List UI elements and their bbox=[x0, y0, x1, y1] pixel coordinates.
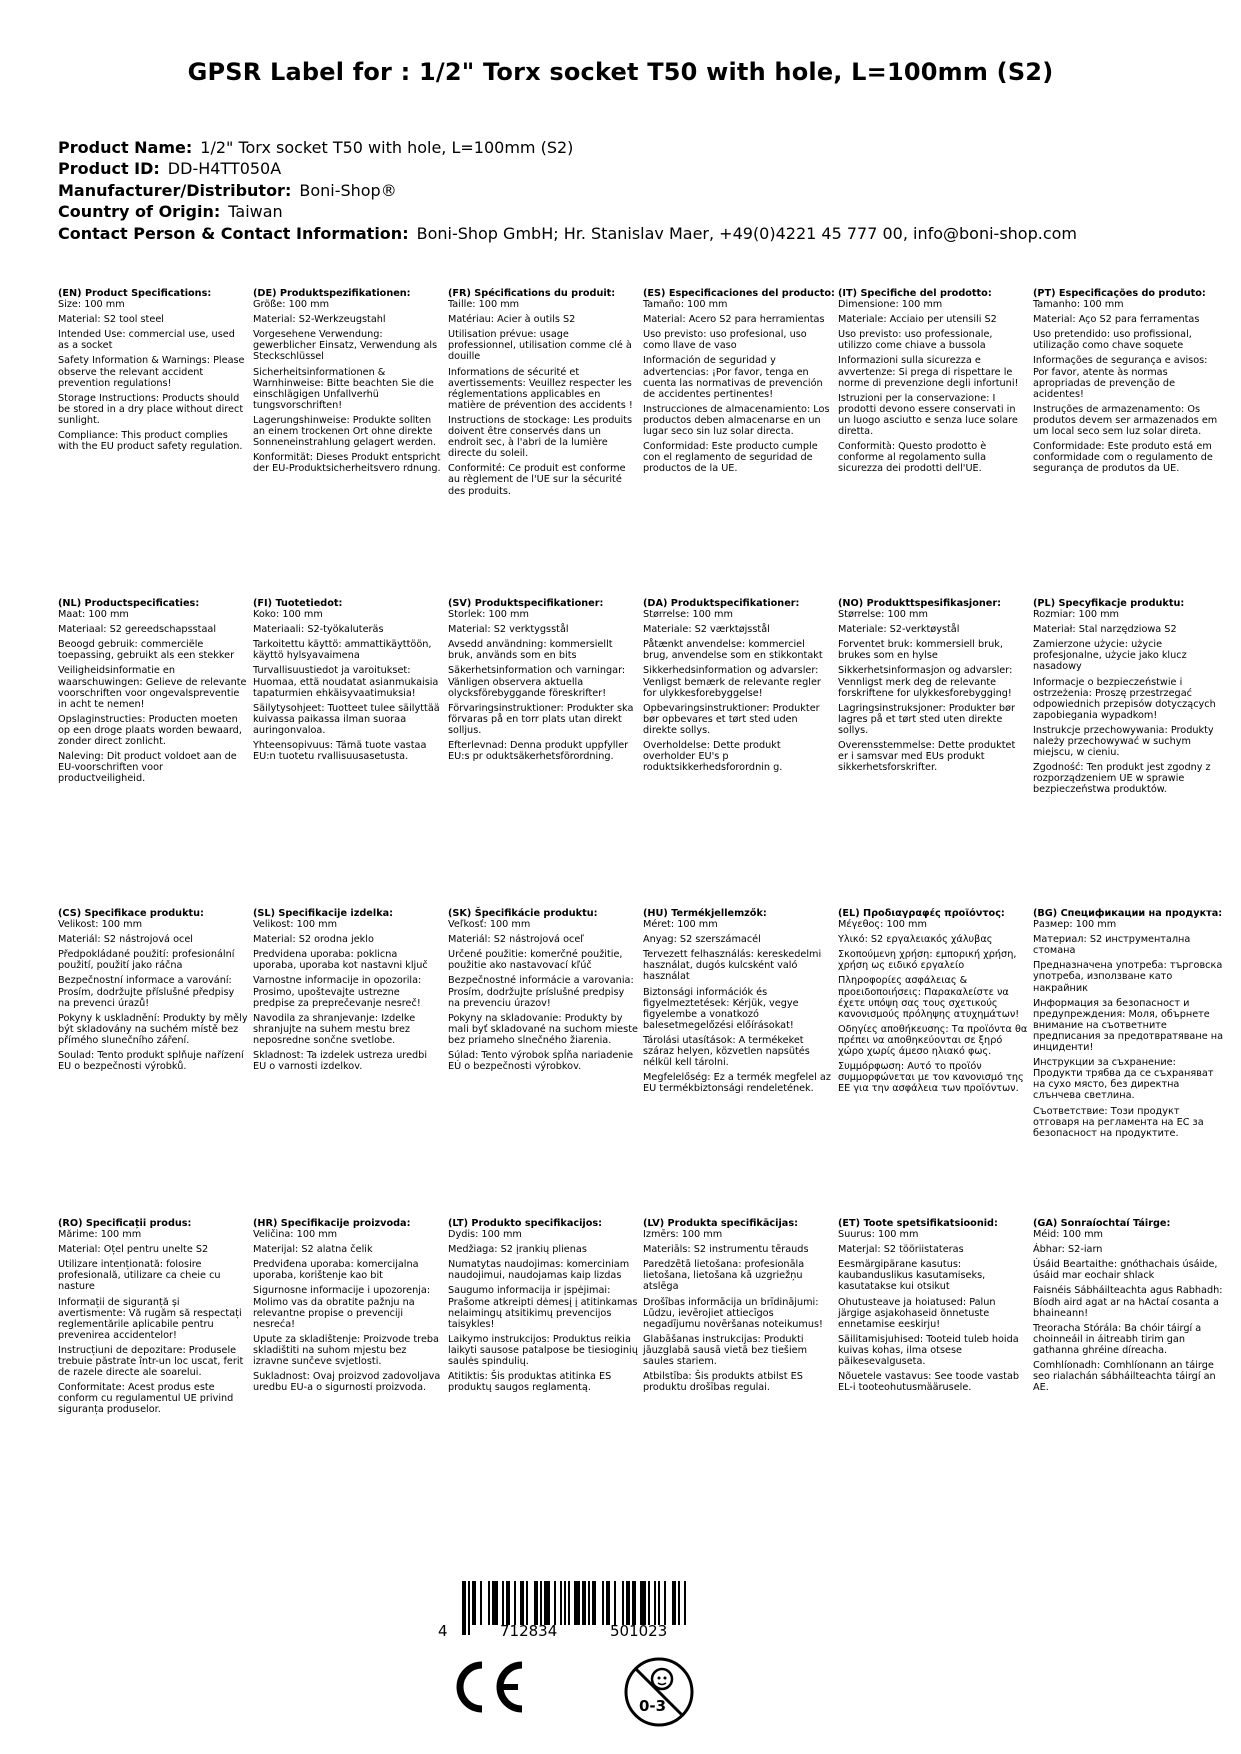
spec-item: Tervezett felhasználás: kereskedelmi használat, dugós kulcsként való használat bbox=[643, 949, 822, 983]
spec-section-heading: (SK) Špecifikácie produktu: bbox=[448, 908, 598, 919]
spec-item: Naleving: Dit product voldoet aan de EU-voorschriften voor productveiligheid. bbox=[58, 751, 237, 785]
spec-item: Veiligheidsinformatie en waarschuwingen: Gelieve de relevante voorschriften voor ongevalspreventie in acht te nemen! bbox=[58, 665, 247, 710]
spec-item: Tárolási utasítások: A termékeket száraz helyen, közvetlen napsütés nélkül kell tárolni. bbox=[643, 1034, 810, 1069]
spec-item: Upute za skladištenje: Proizvode treba skladištiti na suhom mjestu bez izravne sunčeve svjetlosti. bbox=[253, 1333, 439, 1368]
barcode-bars bbox=[462, 1581, 688, 1625]
spec-item: Material: S2 tool steel bbox=[58, 314, 164, 326]
contact-value: Boni-Shop GmbH; Hr. Stanislav Maer, +49(0)4221 45 777 00, info@boni-shop.com bbox=[416, 223, 1077, 243]
barcode-digits-right: 501023 bbox=[610, 1622, 668, 1640]
spec-item: Materiale: Acciaio per utensili S2 bbox=[838, 314, 997, 326]
spec-item: Opbevaringsinstruktioner: Produkter bør opbevares et tørt sted uden direkte sollys. bbox=[643, 702, 820, 736]
spec-item: Tamanho: 100 mm bbox=[1033, 299, 1124, 311]
spec-item: Materiaali: S2-työkaluteräs bbox=[253, 624, 384, 636]
spec-section bbox=[838, 598, 1028, 777]
spec-item: Koko: 100 mm bbox=[253, 609, 323, 621]
spec-item: Conformité: Ce produit est conforme au règlement de l'UE sur la sécurité des produits. bbox=[448, 463, 626, 497]
spec-item: Storage Instructions: Products should be stored in a dry place without direct sunlight. bbox=[58, 392, 244, 426]
product-name-value: 1/2" Torx socket T50 with hole, L=100mm (S2) bbox=[200, 138, 574, 157]
spec-item: Material: Oțel pentru unelte S2 bbox=[58, 1244, 209, 1256]
spec-item: Matériau: Acier à outils S2 bbox=[448, 314, 576, 326]
spec-item: Materijal: S2 alatna čelik bbox=[253, 1244, 373, 1256]
spec-section-heading: (BG) Спецификации на продукта: bbox=[1033, 908, 1223, 919]
spec-item: Maat: 100 mm bbox=[58, 609, 129, 621]
spec-item: Avsedd användning: kommersiellt bruk, används som en bits bbox=[448, 639, 613, 662]
spec-item: Veľkosť: 100 mm bbox=[448, 919, 531, 931]
spec-section-heading: (NO) Produkttspesifikasjoner: bbox=[838, 598, 1002, 609]
spec-item: Laikymo instrukcijos: Produktus reikia laikyti sausose patalpose be tiesioginių saulės spindulių. bbox=[448, 1333, 638, 1368]
spec-item: Materiał: Stal narzędziowa S2 bbox=[1033, 624, 1177, 636]
spec-item: Σκοπούμενη χρήση: εμπορική χρήση, χρήση ως ειδικό εργαλείο bbox=[838, 949, 1017, 972]
manufacturer-row bbox=[58, 180, 1077, 201]
product-name-label: Product Name: bbox=[58, 138, 193, 157]
spec-item: Taille: 100 mm bbox=[448, 299, 520, 311]
spec-item: Atbilstība: Šis produkts atbilst ES produktu drošības regulai. bbox=[643, 1371, 803, 1394]
spec-item: Zamierzone użycie: użycie profesjonalne, użycie jako klucz nasadowy bbox=[1033, 639, 1187, 673]
spec-section-heading: (LT) Produkto specifikacijos: bbox=[448, 1218, 603, 1229]
country-value: Taiwan bbox=[228, 202, 283, 222]
svg-text:0-3: 0-3 bbox=[639, 1697, 667, 1715]
spec-section-heading: (PL) Specyfikacje produktu: bbox=[1033, 598, 1185, 609]
spec-item: Zgodność: Ten produkt jest zgodny z rozporządzeniem UE w sprawie bezpieczeństwa produktów. bbox=[1033, 762, 1211, 796]
spec-item: Förvaringsinstruktioner: Produkter ska förvaras på en torr plats utan direkt solljus. bbox=[448, 702, 634, 736]
spec-item: Säilytysohjeet: Tuotteet tulee säilyttää kuivassa paikassa ilman suoraa auringonvaloa. bbox=[253, 702, 440, 736]
spec-item: Informacje o bezpieczeństwie i ostrzeżenia: Proszę przestrzegać odpowiednich przepisów dotyczących zapobiegania wypadkom! bbox=[1033, 676, 1216, 721]
spec-section bbox=[58, 598, 248, 788]
spec-section-heading: (SL) Specifikacije izdelka: bbox=[253, 908, 394, 919]
spec-item: Utilizare intenționată: folosire profesională, utilizare ca cheie cu nasture bbox=[58, 1259, 221, 1293]
spec-item: Conformidad: Este producto cumple con el reglamento de seguridad de productos de la UE. bbox=[643, 441, 818, 475]
product-info bbox=[58, 137, 1077, 244]
spec-item: Yhteensopivuus: Tämä tuote vastaa EU:n tuotetu rvallisuusasetusta. bbox=[253, 740, 427, 763]
spec-item: Navodila za shranjevanje: Izdelke shranjujte na suhem mestu brez neposredne sončne svetlobe. bbox=[253, 1012, 416, 1046]
spec-item: Инструкции за съхранение: Продукти трябва да се съхраняват на сухо място, без директна слънчева светлина. bbox=[1033, 1057, 1214, 1102]
spec-section bbox=[1033, 598, 1223, 800]
spec-item: Treoracha Stórála: Ba chóir táirgí a choinneáil in áitreabh tirim gan gathanna ghréine díreacha. bbox=[1033, 1322, 1202, 1356]
spec-section-heading: (IT) Specifiche del prodotto: bbox=[838, 288, 992, 299]
spec-section-heading: (HR) Specifikacije proizvoda: bbox=[253, 1218, 411, 1229]
spec-section bbox=[58, 288, 248, 456]
spec-item: Size: 100 mm bbox=[58, 299, 125, 311]
spec-item: Materiale: S2 værktøjsstål bbox=[643, 624, 770, 636]
spec-item: Numatytas naudojimas: komerciniam naudojimui, naudojamas kaip lizdas bbox=[448, 1259, 630, 1282]
spec-item: Material: S2-Werkzeugstahl bbox=[253, 314, 386, 326]
spec-item: Materiál: S2 nástrojová ocel bbox=[58, 934, 193, 946]
spec-item: Lagerungshinweise: Produkte sollten an einem trockenen Ort ohne direkte Sonneneinstrahlung gelagert werden. bbox=[253, 414, 437, 449]
spec-item: Material: S2 verktygsstål bbox=[448, 624, 569, 636]
spec-item: Materiál: S2 nástrojová oceľ bbox=[448, 934, 584, 946]
spec-item: Säilitamisjuhised: Tooteid tuleb hoida kuivas kohas, ilma otsese päikesevalguseta. bbox=[838, 1333, 1019, 1368]
spec-item: Soulad: Tento produkt splňuje nařízení EU o bezpečnosti výrobků. bbox=[58, 1050, 244, 1073]
spec-item: Informações de segurança e avisos: Por favor, atente às normas apropriadas de prevenção de acidentes! bbox=[1033, 355, 1208, 400]
spec-item: Drošības informācija un brīdinājumi: Lūdzu, ievērojiet attiecīgos negadījumu novēršanas noteikumus! bbox=[643, 1296, 823, 1330]
spec-section bbox=[643, 1218, 833, 1397]
spec-section bbox=[448, 1218, 638, 1397]
spec-item: Instructions de stockage: Les produits doivent être conservés dans un endroit sec, à l'abri de la lumière directe du soleil. bbox=[448, 414, 633, 460]
spec-item: Medžiaga: S2 įrankių plienas bbox=[448, 1244, 587, 1256]
spec-item: Predvidena uporaba: poklicna uporaba, uporaba kot nastavni ključ bbox=[253, 949, 428, 972]
contact-row bbox=[58, 223, 1077, 244]
spec-item: Biztonsági információk és figyelmeztetések: Kérjük, vegye figyelembe a vonatkozó balesetmegelőzési előírásokat! bbox=[643, 986, 799, 1031]
spec-section-heading: (DE) Produktspezifikationen: bbox=[253, 288, 411, 299]
spec-section bbox=[448, 598, 638, 766]
spec-section-heading: (GA) Sonraíochtaí Táirge: bbox=[1033, 1218, 1171, 1229]
spec-item: Instrucciones de almacenamiento: Los productos deben almacenarse en un lugar seco sin luz solar directa. bbox=[643, 403, 830, 438]
spec-item: Tamaño: 100 mm bbox=[643, 299, 728, 311]
spec-section bbox=[253, 1218, 443, 1397]
spec-item: Instrucțiuni de depozitare: Produsele trebuie păstrate într-un loc uscat, ferit de razele directe ale soarelui. bbox=[58, 1344, 244, 1379]
spec-item: Suurus: 100 mm bbox=[838, 1229, 919, 1241]
spec-section-heading: (CS) Specifikace produktu: bbox=[58, 908, 204, 919]
spec-item: Størrelse: 100 mm bbox=[643, 609, 733, 621]
spec-item: Varnostne informacije in opozorila: Prosimo, upoštevajte ustrezne predpise za preprečevanje nesreč! bbox=[253, 975, 422, 1009]
spec-item: Συμμόρφωση: Αυτό το προϊόν συμμορφώνεται με τον κανονισμό της ΕΕ για την ασφάλεια των προϊόντων. bbox=[838, 1061, 1024, 1095]
spec-item: Compliance: This product complies with the EU product safety regulation. bbox=[58, 430, 243, 453]
spec-section bbox=[643, 598, 833, 777]
spec-item: Sicherheitsinformationen & Warnhinweise: Bitte beachten Sie die einschlägigen Unfallverhü tungsvorschriften! bbox=[253, 366, 434, 411]
spec-item: Οδηγίες αποθήκευσης: Τα προϊόντα θα πρέπει να αποθηκεύονται σε ξηρό χώρο χωρίς άμεσο ηλιακό φως. bbox=[838, 1023, 1028, 1058]
spec-item: Material: S2 orodna jeklo bbox=[253, 934, 374, 946]
spec-item: Instruções de armazenamento: Os produtos devem ser armazenados em um local seco sem luz solar direta. bbox=[1033, 403, 1218, 438]
spec-item: Anyag: S2 szerszámacél bbox=[643, 934, 761, 946]
spec-section-heading: (LV) Produkta specifikācijas: bbox=[643, 1218, 798, 1229]
spec-item: Konformität: Dieses Produkt entspricht der EU-Produktsicherheitsvero rdnung. bbox=[253, 452, 441, 475]
spec-item: Overensstemmelse: Dette produktet er i samsvar med EUs produkt sikkerhetsforskrifter. bbox=[838, 740, 1016, 774]
spec-item: Bezpečnostní informace a varování: Prosím, dodržujte příslušné předpisy na prevenci úrazů! bbox=[58, 975, 235, 1009]
spec-item: Pokyny na skladovanie: Produkty by mali byť skladované na suchom mieste bez priameho slnečného žiarenia. bbox=[448, 1012, 638, 1046]
spec-item: Υλικό: S2 εργαλειακός χάλυβας bbox=[838, 934, 993, 946]
spec-item: Größe: 100 mm bbox=[253, 299, 330, 311]
spec-item: Skladnost: Ta izdelek ustreza uredbi EU o varnosti izdelkov. bbox=[253, 1050, 428, 1073]
spec-item: Materjal: S2 tööriistateras bbox=[838, 1244, 964, 1256]
spec-section bbox=[253, 288, 443, 478]
spec-item: Izmērs: 100 mm bbox=[643, 1229, 723, 1241]
country-label: Country of Origin: bbox=[58, 202, 221, 222]
spec-section-heading: (NL) Productspecificaties: bbox=[58, 598, 200, 609]
spec-section bbox=[253, 598, 443, 766]
spec-section-heading: (DA) Produktspecifikationer: bbox=[643, 598, 800, 609]
spec-item: Tarkoitettu käyttö: ammattikäyttöön, käyttö hylsyavaimena bbox=[253, 639, 432, 662]
spec-item: Opslaginstructies: Producten moeten op een droge plaats worden bewaard, zonder direct zonlicht. bbox=[58, 713, 242, 748]
spec-item: Mărime: 100 mm bbox=[58, 1229, 142, 1241]
spec-item: Rozmiar: 100 mm bbox=[1033, 609, 1119, 621]
spec-section bbox=[643, 908, 833, 1098]
spec-section bbox=[58, 908, 248, 1076]
spec-item: Dimensione: 100 mm bbox=[838, 299, 943, 311]
spec-item: Předpokládané použití: profesionální použití, použití jako ráčna bbox=[58, 949, 235, 972]
spec-section-heading: (SV) Produktspecifikationer: bbox=[448, 598, 604, 609]
spec-item: Informații de siguranță și avertismente: Vă rugăm să respectați reglementările aplicabile pentru prevenirea accidentelor! bbox=[58, 1296, 242, 1341]
manufacturer-value: Boni-Shop® bbox=[299, 180, 397, 200]
spec-item: Saugumo informacija ir įspėjimai: Prašome atkreipti dėmesį į atitinkamas nelaimingų atsitikimų prevencijos taisykles! bbox=[448, 1285, 638, 1330]
spec-item: Predviđena uporaba: komercijalna uporaba, korištenje kao bit bbox=[253, 1259, 419, 1282]
spec-item: Utilisation prévue: usage professionnel, utilisation comme clé à douille bbox=[448, 329, 632, 363]
spec-item: Informations de sécurité et avertissements: Veuillez respecter les réglementations applicables en matière de prévention des accidents ! bbox=[448, 366, 633, 411]
barcode bbox=[462, 1581, 688, 1625]
spec-item: Ohutusteave ja hoiatused: Palun järgige asjakohaseid õnnetuste ennetamise eeskirju! bbox=[838, 1296, 996, 1330]
spec-item: Eesmärgipärane kasutus: kaubanduslikus kasutamiseks, kasutatakse kui otsikut bbox=[838, 1259, 986, 1293]
spec-section-heading: (HU) Termékjellemzők: bbox=[643, 908, 767, 919]
contact-label: Contact Person & Contact Information: bbox=[58, 223, 409, 243]
spec-item: Lagringsinstruksjoner: Produkter bør lagres på et tørt sted uten direkte sollys. bbox=[838, 702, 1015, 736]
page-title: GPSR Label for : 1/2" Torx socket T50 with hole, L=100mm (S2) bbox=[187, 58, 1054, 86]
spec-item: Instrukcje przechowywania: Produkty należy przechowywać w suchym miejscu, w cieniu. bbox=[1033, 724, 1214, 759]
spec-section-heading: (RO) Specificații produs: bbox=[58, 1218, 192, 1229]
spec-item: Efterlevnad: Denna produkt uppfyller EU:s pr oduktsäkerhetsförordning. bbox=[448, 740, 629, 763]
spec-section bbox=[1033, 908, 1223, 1143]
spec-item: Storlek: 100 mm bbox=[448, 609, 529, 621]
spec-section bbox=[253, 908, 443, 1076]
spec-section-heading: (FI) Tuotetiedot: bbox=[253, 598, 343, 609]
spec-item: Informazioni sulla sicurezza e avvertenze: Si prega di rispettare le norme di prevenzione degli infortuni! bbox=[838, 355, 1019, 389]
not-for-children-0-3-icon bbox=[622, 1655, 696, 1733]
spec-section bbox=[643, 288, 833, 478]
spec-section-heading: (PT) Especificações do produto: bbox=[1033, 288, 1206, 299]
spec-item: Съответствие: Този продукт отговаря на регламента на ЕС за безопасност на продуктите. bbox=[1033, 1105, 1204, 1139]
spec-item: Glabāšanas instrukcijas: Produkti jāuzglabā sausā vietā bez tiešiem saules stariem. bbox=[643, 1333, 808, 1368]
spec-item: Megfelelőség: Ez a termék megfelel az EU termékbiztonsági rendeletének. bbox=[643, 1072, 831, 1095]
product-name-row bbox=[58, 137, 1077, 158]
spec-item: Intended Use: commercial use, used as a socket bbox=[58, 329, 235, 352]
spec-item: Sukladnost: Ovaj proizvod zadovoljava uredbu EU-a o sigurnosti proizvoda. bbox=[253, 1371, 441, 1394]
spec-section-heading: (FR) Spécifications du produit: bbox=[448, 288, 616, 299]
barcode-digits-left: 712834 bbox=[500, 1622, 558, 1640]
spec-item: Uso pretendido: uso profissional, utilização como chave soquete bbox=[1033, 329, 1192, 352]
product-id-value: DD-H4TT050A bbox=[167, 159, 282, 179]
spec-item: Sikkerhetsinformasjon og advarsler: Vennligst merk deg de relevante forskriftene for ulykkesforebygging! bbox=[838, 665, 1013, 699]
spec-item: Предназначена употреба: търговска употреба, използване като накрайник bbox=[1033, 960, 1223, 994]
spec-item: Materiale: S2-verktøystål bbox=[838, 624, 960, 636]
spec-item: Sikkerhedsinformation og advarsler: Venligst bemærk de relevante regler for ulykkesforebyggelse! bbox=[643, 665, 821, 699]
spec-item: Materiaal: S2 gereedschapsstaal bbox=[58, 624, 217, 636]
spec-section bbox=[838, 1218, 1028, 1397]
spec-item: Súlad: Tento výrobok spĺňa nariadenie EÚ o bezpečnosti výrobkov. bbox=[448, 1050, 634, 1073]
spec-item: Istruzioni per la conservazione: I prodotti devono essere conservati in un luogo asciutto e senza luce solare diretta. bbox=[838, 392, 1018, 438]
spec-section bbox=[448, 288, 638, 501]
spec-item: Conformidade: Este produto está em conformidade com o regulamento de segurança de produtos da UE. bbox=[1033, 441, 1213, 475]
spec-item: Materiāls: S2 instrumentu tērauds bbox=[643, 1244, 809, 1256]
spec-item: Veličina: 100 mm bbox=[253, 1229, 338, 1241]
product-id-label: Product ID: bbox=[58, 159, 160, 179]
spec-item: Material: Aço S2 para ferramentas bbox=[1033, 314, 1200, 326]
spec-item: Ábhar: S2-iarn bbox=[1033, 1244, 1103, 1256]
spec-section bbox=[1033, 288, 1223, 478]
spec-item: Paredzētā lietošana: profesionāla lietošana, lietošana kā uzgriežņu atslēga bbox=[643, 1259, 805, 1293]
spec-section-heading: (ET) Toote spetsifikatsioonid: bbox=[838, 1218, 998, 1229]
spec-item: Velikost: 100 mm bbox=[58, 919, 143, 931]
spec-item: Sigurnosne informacije i upozorenja: Molimo vas da obratite pažnju na relevantne propise o prevenciji nesreća! bbox=[253, 1285, 431, 1330]
spec-item: Méid: 100 mm bbox=[1033, 1229, 1103, 1241]
spec-item: Размер: 100 mm bbox=[1033, 919, 1117, 931]
spec-section bbox=[1033, 1218, 1223, 1397]
spec-section-heading: (EL) Προδιαγραφές προϊόντος: bbox=[838, 908, 1005, 919]
country-row bbox=[58, 201, 1077, 222]
spec-item: Material: Acero S2 para herramientas bbox=[643, 314, 825, 326]
spec-section bbox=[448, 908, 638, 1076]
spec-section bbox=[58, 1218, 248, 1420]
spec-item: Faisnéis Sábháilteachta agus Rabhadh: Bíodh aird agat ar na hActaí cosanta a bhaineann! bbox=[1033, 1285, 1223, 1319]
product-id-row bbox=[58, 158, 1077, 179]
manufacturer-label: Manufacturer/Distributor: bbox=[58, 180, 292, 200]
spec-item: Turvallisuustiedot ja varoitukset: Huomaa, että noudatat asianmukaisia tapaturmien ehkäisyvaatimuksia! bbox=[253, 665, 439, 699]
spec-item: Uso previsto: uso profesional, uso como llave de vaso bbox=[643, 329, 807, 352]
spec-item: Bezpečnostné informácie a varovania: Prosím, dodržujte príslušné predpisy na prevenciu úrazov! bbox=[448, 975, 634, 1009]
spec-section bbox=[838, 288, 1028, 478]
spec-item: Určené použitie: komerčné použitie, použitie ako nastavovací kľúč bbox=[448, 949, 623, 972]
spec-item: Forventet bruk: kommersiell bruk, brukes som en hylse bbox=[838, 639, 1003, 662]
spec-section-heading: (EN) Product Specifications: bbox=[58, 288, 212, 299]
spec-item: Størrelse: 100 mm bbox=[838, 609, 928, 621]
spec-item: Méret: 100 mm bbox=[643, 919, 718, 931]
spec-item: Safety Information & Warnings: Please observe the relevant accident prevention regulations! bbox=[58, 355, 245, 389]
spec-item: Säkerhetsinformation och varningar: Vänligen observera aktuella olycksförebyggande föreskrifter! bbox=[448, 665, 626, 699]
spec-item: Μέγεθος: 100 mm bbox=[838, 919, 927, 931]
spec-section-heading: (ES) Especificaciones del producto: bbox=[643, 288, 835, 299]
spec-item: Conformitate: Acest produs este conform cu regulamentul UE privind siguranța produselor. bbox=[58, 1382, 234, 1416]
spec-item: Πληροφορίες ασφάλειας & προειδοποιήσεις: Παρακαλείστε να έχετε υπόψη σας τους σχετικούς κανονισμούς πρόληψης ατυχημάτων! bbox=[838, 975, 1020, 1020]
barcode-digit-lead: 4 bbox=[438, 1622, 448, 1640]
spec-item: Atitiktis: Šis produktas atitinka ES produktų saugos reglamentą. bbox=[448, 1371, 612, 1394]
spec-item: Comhlíonadh: Comhlíonann an táirge seo rialachán sábháilteachta táirgí an AE. bbox=[1033, 1360, 1216, 1394]
spec-item: Материал: S2 инструментална стомана bbox=[1033, 934, 1191, 957]
spec-item: Nõuetele vastavus: See toode vastab EL-i tooteohutusmäärusele. bbox=[838, 1371, 1020, 1394]
ce-mark-icon bbox=[448, 1658, 528, 1720]
spec-item: Информация за безопасност и предупреждения: Моля, обърнете внимание на съответните предписания за предотвратяване на инциденти! bbox=[1033, 997, 1224, 1054]
spec-item: Pokyny k uskladnění: Produkty by měly být skladovány na suchém místě bez přímého slunečního záření. bbox=[58, 1012, 248, 1046]
spec-item: Uso previsto: uso professionale, utilizzo come chiave a bussola bbox=[838, 329, 993, 352]
spec-item: Dydis: 100 mm bbox=[448, 1229, 522, 1241]
spec-item: Información de seguridad y advertencias: ¡Por favor, tenga en cuenta las normativas de prevención de accidentes pertinentes! bbox=[643, 355, 823, 400]
spec-item: Vorgesehene Verwendung: gewerblicher Einsatz, Verwendung als Steckschlüssel bbox=[253, 329, 438, 363]
spec-item: Úsáid Beartaithe: gnóthachais úsáide, úsáid mar eochair shlack bbox=[1033, 1259, 1218, 1282]
spec-item: Overholdelse: Dette produkt overholder EU's p roduktsikkerhedsforordnin g. bbox=[643, 740, 783, 774]
spec-item: Beoogd gebruik: commerciële toepassing, gebruikt als een stekker bbox=[58, 639, 235, 662]
spec-item: Velikost: 100 mm bbox=[253, 919, 338, 931]
spec-item: Påtænkt anvendelse: kommerciel brug, anvendelse som en stikkontakt bbox=[643, 639, 823, 662]
spec-item: Conformità: Questo prodotto è conforme al regolamento sulla sicurezza dei prodotti dell'UE. bbox=[838, 441, 987, 475]
spec-section bbox=[838, 908, 1028, 1098]
